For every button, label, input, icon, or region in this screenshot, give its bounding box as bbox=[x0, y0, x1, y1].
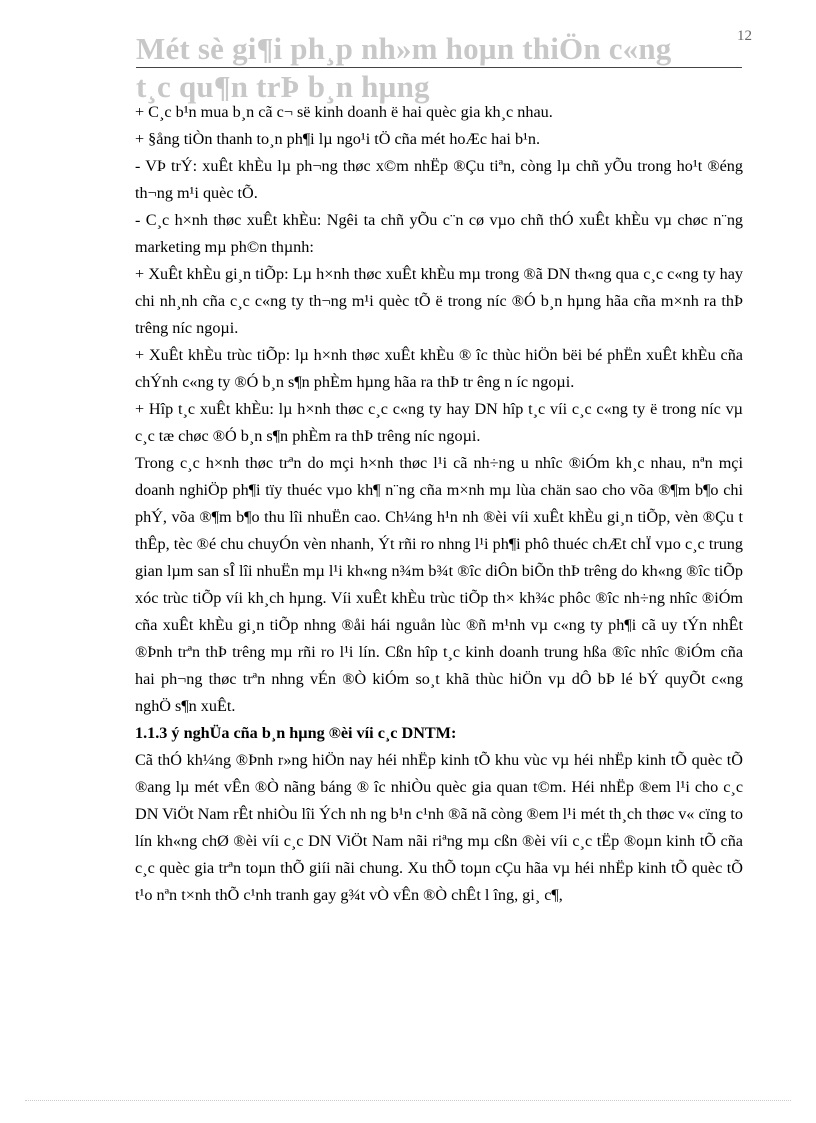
paragraph: + §ång tiÒn thanh to¸n ph¶i lµ ngo¹i tÖ cña mét hoÆc hai b¹n. bbox=[135, 130, 541, 148]
paragraph: Cã thÓ kh¼ng ®Þnh r»ng hiÖn nay héi nhËp kinh tÕ khu vùc vµ héi nhËp kinh tÕ quèc tÕ ®ang lµ mét vÊn ®Ò nãng báng ® îc nhiÒu quèc gia quan t©m. Héi nhËp ®em l¹i cho c¸c DN ViÖt Nam rÊt nhiÒu lîi Ých nh ng b¹n c¹nh ®ã nã còng ®em l¹i mét th¸ch thøc v« cïng to lín kh«ng chØ ®èi víi c¸c DN ViÖt Nam nãi riªng mµ cßn ®èi víi c¸c tËp ®oµn kinh tÕ cña c¸c quèc gia trªn toµn thÕ giíi nãi chung. Xu thÕ toµn cÇu hãa vµ héi nhËp kinh tÕ quèc tÕ t¹o nªn t×nh thÕ c¹nh tranh gay g¾t vÒ vÊn ®Ò chÊt l îng, gi¸ c¶, bbox=[135, 751, 743, 904]
page-header-title bbox=[136, 30, 736, 106]
paragraph: + XuÊt khÈu trùc tiÕp: lµ h×nh thøc xuÊt khÈu ® îc thùc hiÖn bëi bé phËn xuÊt khÈu cña chÝnh c«ng ty ®Ó b¸n s¶n phÈm hµng hãa ra thÞ tr êng n íc ngoµi. bbox=[135, 346, 743, 391]
page-bottom-divider bbox=[25, 1100, 791, 1101]
paragraph: - C¸c h×nh thøc xuÊt khÈu: Ngêi ta chñ yÕu c¨n cø vµo chñ thÓ xuÊt khÈu vµ chøc n¨ng marketing mµ ph©n thµnh: bbox=[135, 211, 743, 256]
page-number: 12 bbox=[737, 28, 752, 44]
section-heading: 1.1.3 ý nghÜa cña b¸n hµng ®èi víi c¸c DNTM: bbox=[135, 724, 457, 742]
paragraph: + XuÊt khÈu gi¸n tiÕp: Lµ h×nh thøc xuÊt khÈu mµ trong ®ã DN th«ng qua c¸c c«ng ty hay chi nh¸nh cña c¸c c«ng ty th¬ng m¹i quèc tÕ ë trong níc ®Ó b¸n hµng hãa cña m×nh ra thÞ trêng níc ngoµi. bbox=[135, 265, 743, 337]
header-title-line-2: t¸c qu¶n trÞ b¸n hµng bbox=[136, 69, 430, 104]
paragraph: + Hîp t¸c xuÊt khÈu: lµ h×nh thøc c¸c c«ng ty hay DN hîp t¸c víi c¸c c«ng ty ë trong níc vµ c¸c tæ chøc ®Ó b¸n s¶n phÈm ra thÞ trêng níc ngoµi. bbox=[135, 400, 743, 445]
document-body bbox=[135, 99, 743, 909]
paragraph: + C¸c b¹n mua b¸n cã c¬ së kinh doanh ë hai quèc gia kh¸c nhau. bbox=[135, 103, 553, 121]
paragraph: Trong c¸c h×nh thøc trªn do mçi h×nh thøc l¹i cã nh÷ng u nhîc ®iÓm kh¸c nhau, nªn mçi doanh nghiÖp ph¶i tïy thuéc vµo kh¶ n¨ng cña m×nh mµ lùa chän sao cho võa ®¶m b¶o chi phÝ, võa ®¶m b¶o thu lîi nhuËn cao. Ch¼ng h¹n nh ®èi víi xuÊt khÈu gi¸n tiÕp, vèn ®Çu t thÊp, tèc ®é chu chuyÓn vèn nhanh, Ýt rñi ro nhng l¹i ph¶i phô thuéc chÆt chÏ vµo c¸c trung gian lµm san sÎ lîi nhuËn mµ l¹i kh«ng n¾m b¾t ®îc diÔn biÕn thÞ trêng do kh«ng ®îc tiÕp xóc trùc tiÕp víi kh¸ch hµng. Víi xuÊt khÈu trùc tiÕp th× kh¾c phôc ®îc nh÷ng nhîc ®iÓm cña xuÊt khÈu gi¸n tiÕp nhng ®åi hái nguån lùc ®ñ m¹nh vµ c«ng ty ph¶i cã uy tÝn nhÊt ®Þnh trªn thÞ trêng mµ rñi ro l¹i lín. Cßn hîp t¸c kinh doanh trung hßa ®îc nhîc ®iÓm cña hai ph¬ng thøc trªn nhng vÉn ®Ò kiÓm so¸t khã thùc hiÖn vµ dÔ bÞ lé bÝ quyÕt c«ng nghÖ s¶n xuÊt. bbox=[135, 454, 743, 715]
header-title-line-1: Mét sè gi¶i ph¸p nh»m hoµn thiÖn c«ng bbox=[136, 31, 672, 66]
header-divider bbox=[136, 67, 742, 68]
paragraph: - VÞ trÝ: xuÊt khÈu lµ ph¬ng thøc x©m nhËp ®Çu tiªn, còng lµ chñ yÕu trong ho¹t ®éng th¬ng m¹i quèc tÕ. bbox=[135, 157, 743, 202]
